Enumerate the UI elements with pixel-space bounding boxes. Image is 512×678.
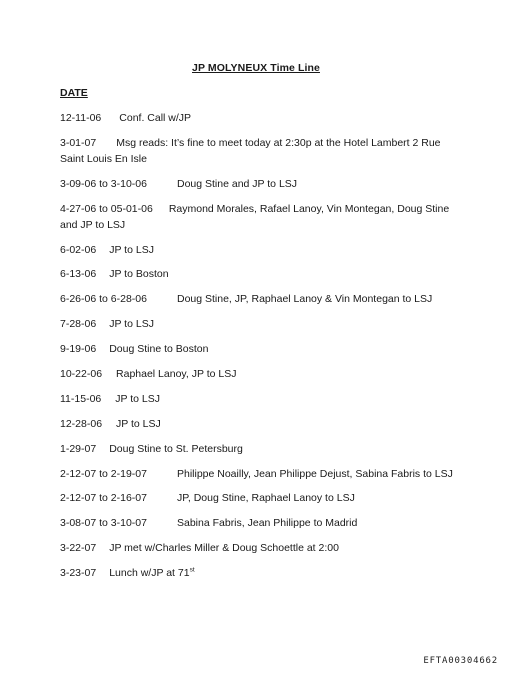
entry-description: JP met w/Charles Miller & Doug Schoettle at 2:00 [109, 542, 339, 555]
entry-date: 1-29-07 [60, 442, 97, 455]
entry-description: Doug Stine to St. Petersburg [109, 442, 243, 455]
ordinal-suffix: st [189, 566, 195, 574]
entry-description: Doug Stine and JP to LSJ [176, 177, 298, 190]
timeline-entry [60, 366, 460, 382]
entry-date: 12-11-06 [60, 112, 102, 124]
entry-date: 7-28-06 [60, 318, 97, 331]
timeline-entry [60, 341, 460, 357]
entry-description: JP, Doug Stine, Raphael Lanoy to LSJ [176, 492, 355, 505]
entry-description: JP to LSJ [109, 243, 154, 256]
timeline-entry [60, 515, 460, 531]
entry-date: 6-26-06 to 6-28-06 [60, 293, 147, 306]
entry-date: 3-23-07 [60, 567, 97, 580]
entry-description: Raphael Lanoy, JP to LSJ [116, 368, 237, 381]
timeline-entry [60, 266, 460, 282]
entry-description: JP to LSJ [116, 417, 161, 430]
entry-date: 2-12-07 to 2-19-07 [60, 467, 147, 480]
timeline-entry [60, 201, 460, 233]
entry-date: 4-27-06 to 05-01-06 [60, 202, 153, 215]
entry-date: 3-22-07 [60, 542, 97, 555]
timeline-entry [60, 391, 460, 407]
timeline-entry [60, 242, 460, 258]
bates-number: EFTA00304662 [423, 656, 498, 666]
entry-date: 6-13-06 [60, 268, 97, 281]
entry-description: Msg reads: It’s fine to meet today at 2:30p at the Hotel Lambert 2 Rue Saint Louis En Isle [60, 136, 441, 165]
entry-description: JP to Boston [109, 268, 169, 281]
entry-description: Doug Stine to Boston [109, 343, 209, 356]
entry-description: Lunch w/JP at 71 [109, 567, 190, 580]
timeline-entry [60, 540, 460, 556]
entry-description: JP to LSJ [109, 318, 154, 331]
timeline-entry [60, 176, 460, 192]
entry-description: Sabina Fabris, Jean Philippe to Madrid [176, 517, 358, 530]
entry-date: 6-02-06 [60, 243, 97, 256]
timeline-entry [60, 135, 460, 167]
entry-description: Raymond Morales, Rafael Lanoy, Vin Montegan, Doug Stine and JP to LSJ [60, 202, 450, 231]
document-title: JP MOLYNEUX Time Line [192, 62, 320, 74]
date-heading: DATE [60, 87, 88, 99]
entry-date: 12-28-06 [60, 417, 103, 430]
timeline-entry [60, 441, 460, 457]
entry-description: JP to LSJ [115, 392, 161, 405]
timeline-entry [60, 291, 460, 307]
timeline-entry [60, 110, 460, 126]
entry-date: 3-09-06 to 3-10-06 [60, 177, 147, 190]
entry-date: 2-12-07 to 2-16-07 [60, 492, 147, 505]
entry-date: 3-01-07 [60, 136, 97, 149]
entry-date: 10-22-06 [60, 368, 103, 381]
entry-description: Doug Stine, JP, Raphael Lanoy & Vin Montegan to LSJ [176, 293, 433, 306]
timeline-entry [60, 416, 460, 432]
entry-date: 9-19-06 [60, 343, 97, 356]
entry-description: Philippe Noailly, Jean Philippe Dejust, Sabina Fabris to LSJ [176, 467, 453, 480]
timeline-list [60, 110, 460, 590]
entry-description: Conf. Call w/JP [119, 112, 192, 124]
timeline-entry [60, 316, 460, 332]
entry-date: 11-15-06 [60, 392, 102, 405]
entry-date: 3-08-07 to 3-10-07 [60, 517, 147, 530]
timeline-entry [60, 490, 460, 506]
timeline-entry [60, 466, 460, 482]
timeline-entry [60, 565, 460, 581]
